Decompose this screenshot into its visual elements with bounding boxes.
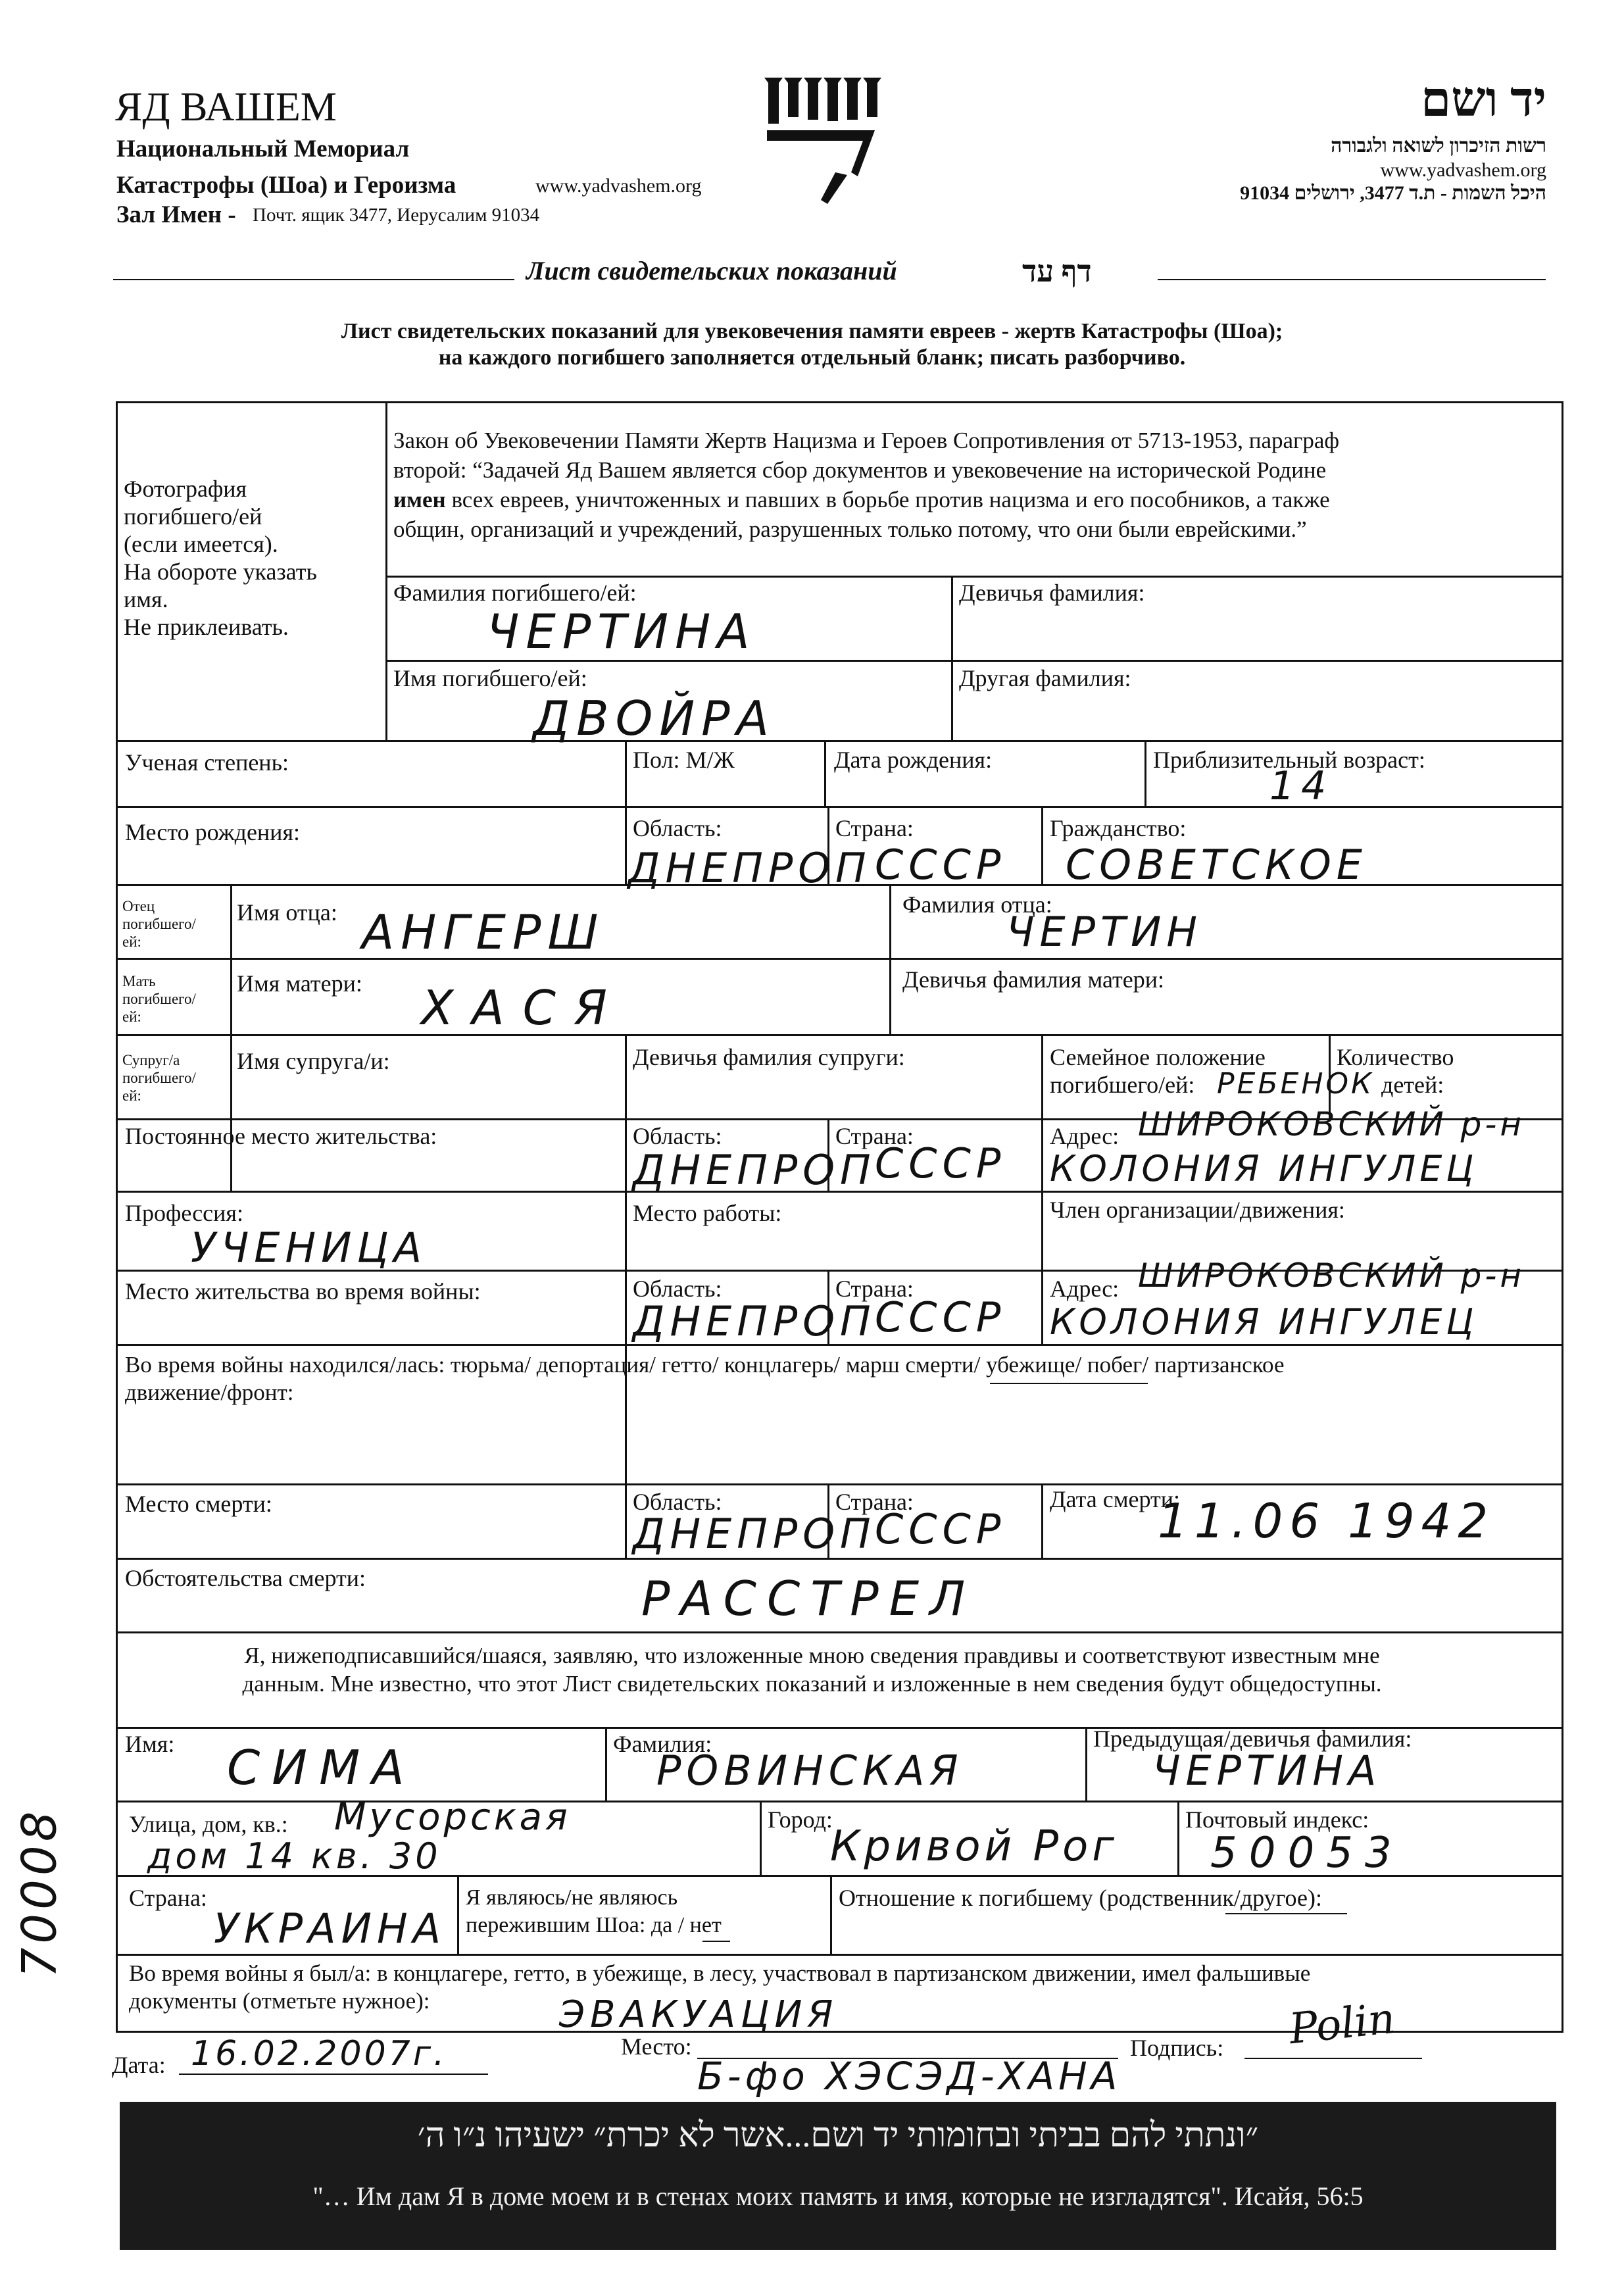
sub-surname-value[interactable]: РОВИНСКАЯ [656,1747,964,1795]
res-country-value[interactable]: СССР [875,1139,1006,1187]
war-address-value-2[interactable]: КОЛОНИЯ ИНГУЛЕЦ [1050,1301,1478,1343]
profession-label: Профессия: [125,1200,243,1226]
spouse-maiden-label: Девичья фамилия супруги: [633,1044,905,1070]
sub-name-label: Имя: [125,1731,175,1757]
date-line [179,2074,488,2075]
sheet-title-ru: Лист свидетельских показаний [526,256,897,286]
death-circ-value[interactable]: РАССТРЕЛ [641,1571,976,1626]
declaration-line-1: Я, нижеподписавшийся/шаяся, заявляю, что изложенные мною сведения правдивы и соответствуют известным мне [244,1643,1380,1668]
signature-value[interactable]: Polin [1287,1994,1398,2054]
website-left: www.yadvashem.org [535,175,702,197]
sheet-title-he: דף עד [1022,255,1092,288]
grid-h-top [116,401,1563,403]
survivor-label-2: пережившим Шоа: да / нет [466,1913,722,1937]
sub-name-value[interactable]: СИМА [227,1740,416,1795]
marital-label-2: погибшего/ей: [1050,1072,1195,1098]
war-region-value[interactable]: ДНЕПРОП [633,1297,876,1345]
marital-value[interactable]: РЕБЕНОК [1217,1067,1375,1101]
photo-line-6: Не приклеивать. [124,614,289,640]
address-he: היכל השמות - ת.ד 3477, ירושלים 91034 [1240,182,1546,204]
hall-of-names: Зал Имен - [116,201,236,228]
org-subtitle-he: רשות הזיכרון לשואה ולגבורה [1331,135,1546,157]
war-residence-label: Место жительства во время войны: [125,1278,481,1305]
relation-label: Отношение к погибшему (родственник/другое): [839,1885,1322,1911]
profession-value[interactable]: УЧЕНИЦА [191,1224,428,1272]
postal-label: Почтовый индекс: [1185,1806,1369,1833]
relation-underline [1225,1913,1347,1914]
yad-vashem-logo [763,74,888,205]
signature-line [1244,2058,1422,2059]
residence-label: Постоянное место жительства: [125,1123,437,1149]
birth-region-label: Область: [633,815,722,841]
law-line-3-bold: имен [393,487,446,512]
intro-line-2: на каждого погибшего заполняется отдельный бланк; писать разборчиво. [438,345,1186,370]
grid-v-sub-2 [1085,1727,1087,1801]
law-line-3 [393,487,1330,513]
birth-place-label: Место рождения: [125,819,301,845]
grid-v-street-2 [1177,1801,1179,1875]
org-subtitle-ru-1: Национальный Мемориал [116,136,410,162]
birth-country-value[interactable]: СССР [875,841,1006,889]
grid-v-parents [889,884,891,1034]
grid-v-names [951,576,953,740]
photo-line-2: погибшего/ей [124,503,262,530]
law-line-2: второй: “Задачей Яд Вашем является сбор документов и увековечение на исторической Родине [393,457,1327,483]
signature-label: Подпись: [1130,2035,1224,2061]
mother-name-value[interactable]: ХАСЯ [421,980,626,1035]
grid-v-photo [385,401,387,740]
approx-age-label: Приблизительный возраст: [1153,747,1425,773]
grid-h-mother [116,1034,1563,1036]
citizenship-label: Гражданство: [1050,815,1187,841]
father-surname-label: Фамилия отца: [902,891,1052,918]
law-line-3-rest: всех евреев, уничтоженных и павших в борьбе против нацизма и его пособников, а также [445,487,1330,512]
grid-h-death-place [116,1558,1563,1560]
grid-right-border [1562,401,1563,2033]
surname-value[interactable]: ЧЕРТИНА [487,604,756,659]
grid-left-border [116,401,118,2033]
death-date-label: Дата смерти: [1050,1486,1181,1512]
spouse-block-2: погибшего/ [122,1070,196,1086]
war-region-label: Область: [633,1276,722,1302]
workplace-label: Место работы: [633,1200,782,1226]
war-status-line-1: Во время войны находился/лась: тюрьма/ депортация/ гетто/ концлагерь/ марш смерти/ убежище/ побег/ партизанское [125,1352,1285,1378]
degree-label: Ученая степень: [125,749,289,776]
maiden-label: Девичья фамилия: [959,580,1145,606]
death-country-label: Страна: [835,1489,914,1515]
grid-h-war-status [116,1483,1563,1485]
father-name-value[interactable]: АНГЕРШ [362,905,605,960]
law-line-4: общин, организаций и учреждений, разрушенных только потому, что они были еврейскими.” [393,516,1307,542]
death-circ-label: Обстоятельства смерти: [125,1565,366,1591]
father-block-1: Отец [122,898,155,914]
sub-war-line-2: документы (отметьте нужное): [129,1988,430,2014]
mother-block-1: Мать [122,973,156,989]
res-region-label: Область: [633,1123,722,1149]
org-subtitle-ru-2: Катастрофы (Шоа) и Героизма [116,172,456,199]
father-name-label: Имя отца: [237,899,337,926]
grid-h-death-circ [116,1631,1563,1633]
grid-h-degree [116,806,1563,808]
footer-quote-he: ״ונתתי להם בביתי ובחומותי יד ושם...אשר לא יכרת״ ישעיהו נ״ו ה׳ [417,2117,1259,2154]
mother-block-3: ей: [122,1008,141,1025]
org-title-ru: ЯД ВАШЕМ [115,85,337,130]
margin-number: 70008 [11,1807,67,1978]
mother-name-label: Имя матери: [237,970,362,997]
postal-value[interactable]: 50053 [1210,1829,1404,1877]
death-region-label: Область: [633,1489,722,1515]
street-label: Улица, дом, кв.: [129,1811,288,1837]
date-label: Дата: [112,2052,166,2078]
city-value[interactable]: Кривой Рог [830,1822,1118,1871]
death-region-value[interactable]: ДНЕПРОП [633,1510,876,1558]
grid-v-dob [824,740,826,806]
grid-h-surname [385,660,1563,662]
war-status-line-2: движение/фронт: [125,1379,294,1405]
photo-line-3: (если имеется). [124,531,278,557]
city-label: Город: [768,1806,833,1833]
street-value-1[interactable]: Мусорская [334,1796,571,1839]
org-title-he: יד ושם [1421,73,1546,127]
first-name-value[interactable]: ДВОЙРА [533,691,775,746]
war-country-value[interactable]: СССР [875,1293,1006,1341]
war-country-label: Страна: [835,1276,914,1302]
sub-prev-value[interactable]: ЧЕРТИНА [1152,1747,1382,1795]
date-value[interactable]: 16.02.2007г. [191,2034,447,2074]
sub-country-label: Страна: [129,1885,207,1911]
father-block-3: ей: [122,933,141,950]
grid-v-res-address [1041,1118,1043,1344]
father-block-2: погибшего/ [122,916,196,932]
sub-war-value[interactable]: ЭВАКУАЦИЯ [559,1993,839,2036]
grid-h-names [116,740,1563,742]
war-address-value-1[interactable]: ШИРОКОВСКИЙ р-н [1138,1256,1525,1295]
grid-v-birth-region [625,806,627,884]
mother-block-2: погибшего/ [122,991,196,1007]
death-place-label: Место смерти: [125,1491,272,1517]
survivor-underline [702,1941,730,1942]
title-rule-right [1158,279,1546,280]
member-label: Член организации/движения: [1050,1197,1345,1223]
grid-v-res-region [625,1118,627,1483]
sub-surname-label: Фамилия: [613,1731,712,1757]
age-value[interactable]: 14 [1269,763,1333,809]
grid-v-sub-1 [605,1727,607,1801]
spouse-block-3: ей: [122,1087,141,1104]
birth-region-value[interactable]: ДНЕПРОП [628,844,872,892]
photo-line-5: имя. [124,586,168,612]
children-label-1: Количество [1337,1044,1454,1070]
first-name-label: Имя погибшего/ей: [393,665,587,691]
birth-date-label: Дата рождения: [834,747,993,773]
grid-v-country-2 [830,1875,832,1954]
website-right: www.yadvashem.org [1380,159,1546,181]
footer-quote-ru: "… Им дам Я в доме моем и в стенах моих память и имя, которые не изгладятся". Исайя, 56:5 [312,2181,1364,2211]
res-address-label: Адрес: [1050,1123,1120,1149]
grid-v-country-1 [457,1875,459,1954]
mother-maiden-label: Девичья фамилия матери: [902,966,1165,993]
citizenship-value[interactable]: СОВЕТСКОЕ [1066,841,1367,889]
grid-v-age [1144,740,1146,806]
father-surname-value[interactable]: ЧЕРТИН [1006,908,1202,956]
res-address-value-1[interactable]: ШИРОКОВСКИЙ р-н [1138,1105,1525,1143]
declaration-line-2: данным. Мне известно, что этот Лист свидетельских показаний и изложенные в нем сведения будут общедоступны. [242,1671,1382,1697]
grid-v-death-region [625,1483,627,1558]
grid-h-sub-name [116,1801,1563,1802]
grid-v-spouse-1 [625,1034,627,1118]
grid-v-birth-citizenship [1041,806,1043,884]
birth-country-label: Страна: [835,815,914,841]
street-value-2[interactable]: дом 14 кв. 30 [147,1835,441,1877]
death-country-value[interactable]: СССР [875,1505,1006,1553]
place-value[interactable]: Б-фо ХЭСЭД-ХАНА [697,2054,1121,2099]
grid-h-country [116,1954,1563,1956]
res-country-label: Страна: [835,1123,914,1149]
children-label-2: детей: [1381,1072,1444,1098]
title-rule-left [113,279,514,280]
place-label: Место: [621,2033,692,2060]
marital-label-1: Семейное положение [1050,1044,1266,1070]
survivor-label-1: Я являюсь/не являюсь [466,1885,678,1910]
photo-line-1: Фотография [124,476,247,502]
grid-h-law [385,576,1563,578]
spouse-block-1: Супруг/а [122,1052,180,1068]
grid-h-father [116,958,1563,960]
res-region-value[interactable]: ДНЕПРОП [633,1146,876,1194]
death-date-value[interactable]: 11.06 1942 [1158,1493,1495,1549]
war-address-label: Адрес: [1050,1276,1120,1302]
sex-label: Пол: М/Ж [633,747,735,773]
law-line-1: Закон об Увековечении Памяти Жертв Нацизма и Героев Сопротивления от 5713-1953, параграф [393,428,1340,453]
surname-label: Фамилия погибшего/ей: [393,580,637,606]
spouse-name-label: Имя супруга/и: [237,1048,390,1074]
grid-v-sex [625,740,627,806]
sub-war-line-1: Во время войны я был/а: в концлагере, гетто, в убежище, в лесу, участвовал в партизанском движении, имел фальшивые [129,1960,1311,1986]
sub-country-value[interactable]: УКРАИНА [214,1904,447,1952]
other-surname-label: Другая фамилия: [959,665,1131,691]
footer-band [120,2102,1556,2250]
res-address-value-2[interactable]: КОЛОНИЯ ИНГУЛЕЦ [1050,1148,1478,1189]
grid-v-spouse-2 [1041,1034,1043,1118]
war-status-underline [990,1383,1148,1384]
address-ru: Почт. ящик 3477, Иерусалим 91034 [253,205,540,226]
grid-v-street-1 [760,1801,762,1875]
grid-v-death-date [1041,1483,1043,1558]
sub-prev-label: Предыдущая/девичья фамилия: [1093,1726,1412,1752]
photo-line-4: На обороте указать [124,559,317,585]
intro-line-1: Лист свидетельских показаний для увековечения памяти евреев - жертв Катастрофы (Шоа); [341,319,1283,343]
